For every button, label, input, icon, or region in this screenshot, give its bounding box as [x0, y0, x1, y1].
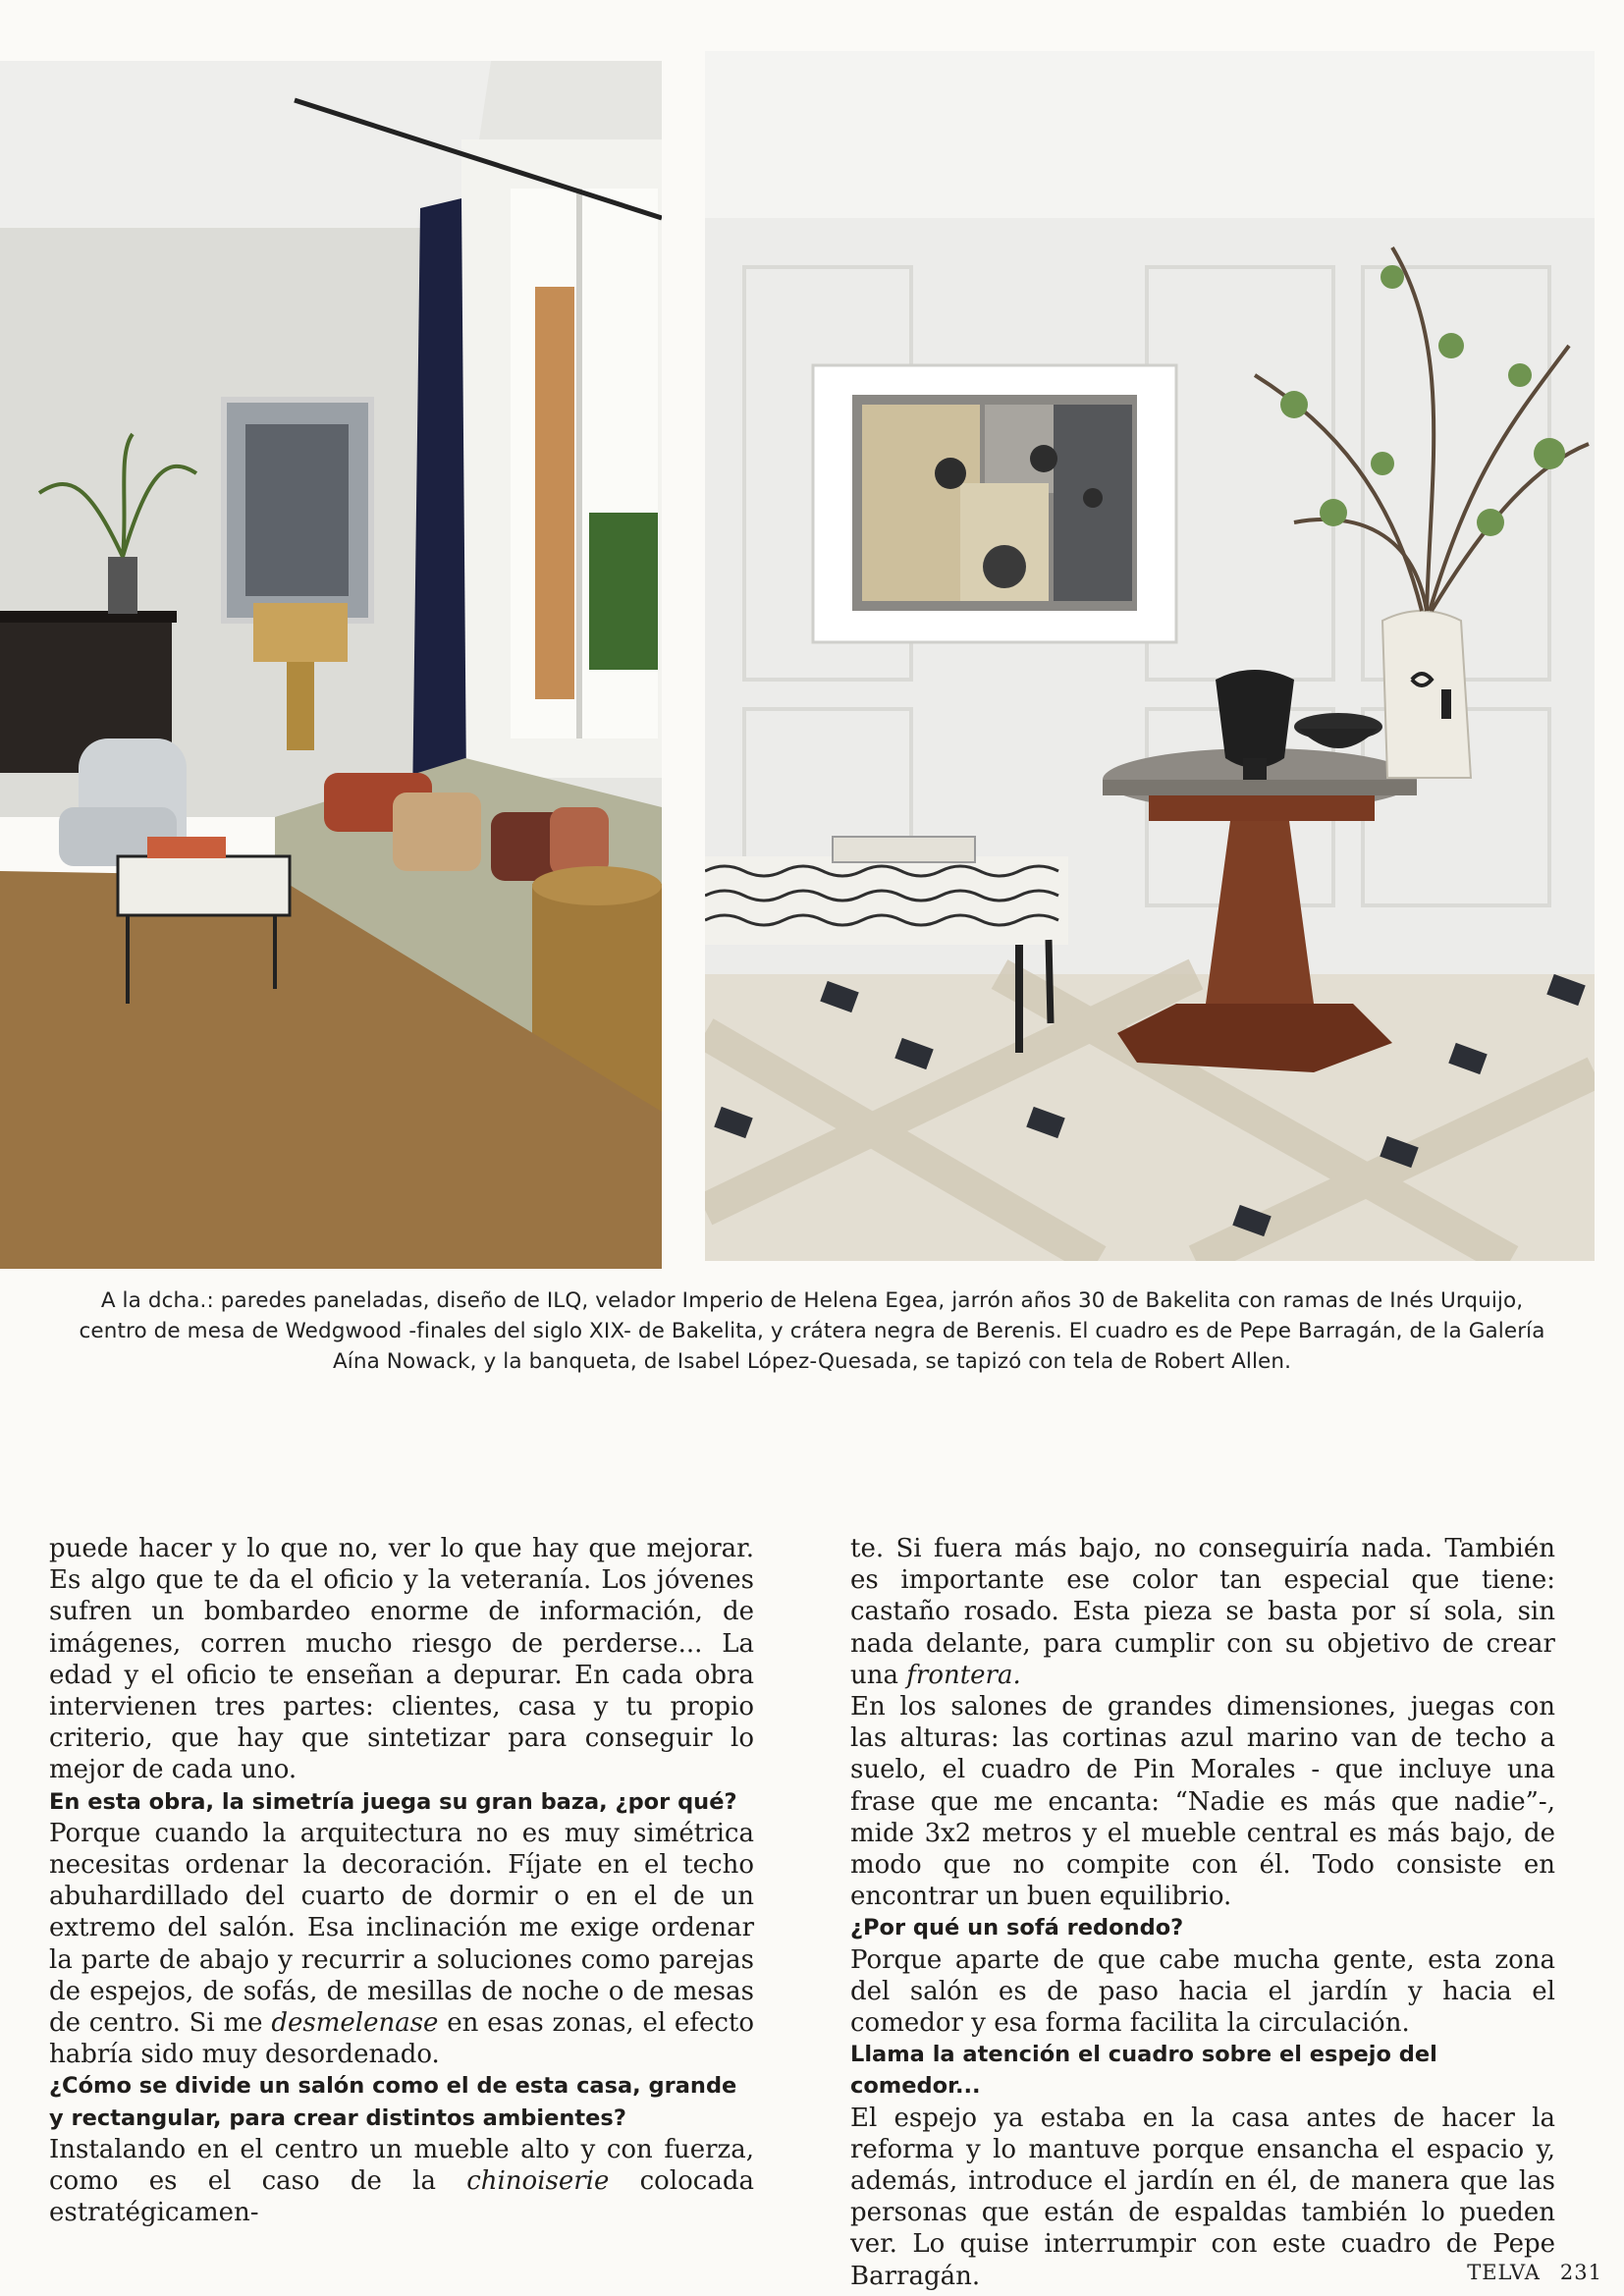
body-paragraph: te. Si fuera más bajo, no conseguiría nada. También es importante ese color tan especial que tiene: castaño rosado. Esta pieza se basta por sí sola, sin nada delante, para cumplir con su objetivo de crear una frontera.: [850, 1534, 1555, 1690]
body-paragraph: El espejo ya estaba en la casa antes de hacer la reforma y lo mantuve porque ensancha el espacio y, además, introduce el jardín en él, de manera que las personas que están de espaldas también lo pueden ver. Lo quise interrumpir con este cuadro de Pepe Barragán.: [850, 2103, 1555, 2291]
paneled-hall-illustration: [705, 51, 1595, 1261]
interview-question: ¿Por qué un sofá redondo?: [850, 1915, 1184, 1941]
article-column-right: [850, 1533, 1555, 2292]
body-paragraph: puede hacer y lo que no, ver lo que hay que mejorar. Es algo que te da el oficio y la veteranía. Los jóvenes sufren un bombardeo enorme de información, de imágenes, corren mucho riesgo de perderse... La edad y el oficio te enseñan a depurar. En cada obra intervienen tres partes: clientes, casa y tu propio criterio, que hay que sintetizar para conseguir lo mejor de cada uno.: [49, 1534, 754, 1785]
italic-word: chinoiserie: [466, 2166, 610, 2197]
caption-line: A la dcha.: paredes paneladas, diseño de ILQ, velador Imperio de Helena Egea, jarrón años 30 de Bakelita con ramas de Inés Urquijo,: [100, 1288, 1524, 1313]
caption-line: centro de mesa de Wedgwood -finales del siglo XIX- de Bakelita, y crátera negra de Berenis. El cuadro es de Pepe Barragán, de la Galería: [79, 1319, 1545, 1343]
body-paragraph: Instalando en el centro un mueble alto y con fuerza, como es el caso de la chinoiserie colocada estratégicamen-: [49, 2134, 755, 2228]
italic-word: frontera.: [906, 1660, 1021, 1690]
interview-question: ¿Cómo se divide un salón como el de esta casa, grande y rectangular, para crear distintos ambientes?: [49, 2073, 737, 2131]
photo-caption: [39, 1285, 1585, 1377]
magazine-name: TELVA: [1467, 2261, 1541, 2284]
living-room-illustration: [0, 61, 662, 1269]
body-paragraph: Porque aparte de que cabe mucha gente, esta zona del salón es de paso hacia el jardín y hacia el comedor y esa forma facilita la circulación.: [850, 1944, 1555, 2039]
body-paragraph: Porque cuando la arquitectura no es muy simétrica necesitas ordenar la decoración. Fíjate en el techo abuhardillado del cuarto de dormir o en el de un extremo del salón. Esa inclinación me exige ordenar la parte de abajo y recurrir a soluciones como parejas de espejos, de sofás, de mesillas de noche o de mesas de centro. Si me desmelenase en esas zonas, el efecto habría sido muy desordenado.: [49, 1818, 754, 2070]
page-number: 231: [1559, 2261, 1602, 2284]
caption-line: Aína Nowack, y la banqueta, de Isabel López-Quesada, se tapizó con tela de Robert Allen.: [332, 1349, 1292, 1374]
living-room-photo: [0, 61, 662, 1269]
interview-question: Llama la atención el cuadro sobre el espejo del comedor...: [850, 2042, 1437, 2100]
body-paragraph: En los salones de grandes dimensiones, juegas con las alturas: las cortinas azul marino van de techo a suelo, el cuadro de Pin Morales - que incluye una frase que me encanta: “Nadie es más que nadie”-, mide 3x2 metros y el mueble central es más bajo, de modo que no compite con él. Todo consiste en encontrar un buen equilibrio.: [850, 1692, 1555, 1912]
interview-question: En esta obra, la simetría juega su gran baza, ¿por qué?: [49, 1788, 737, 1815]
italic-word: desmelenase: [271, 2008, 439, 2039]
article-column-left: [49, 1533, 754, 2228]
page-footer: [1467, 2261, 1602, 2284]
paneled-hall-photo: [705, 51, 1595, 1261]
